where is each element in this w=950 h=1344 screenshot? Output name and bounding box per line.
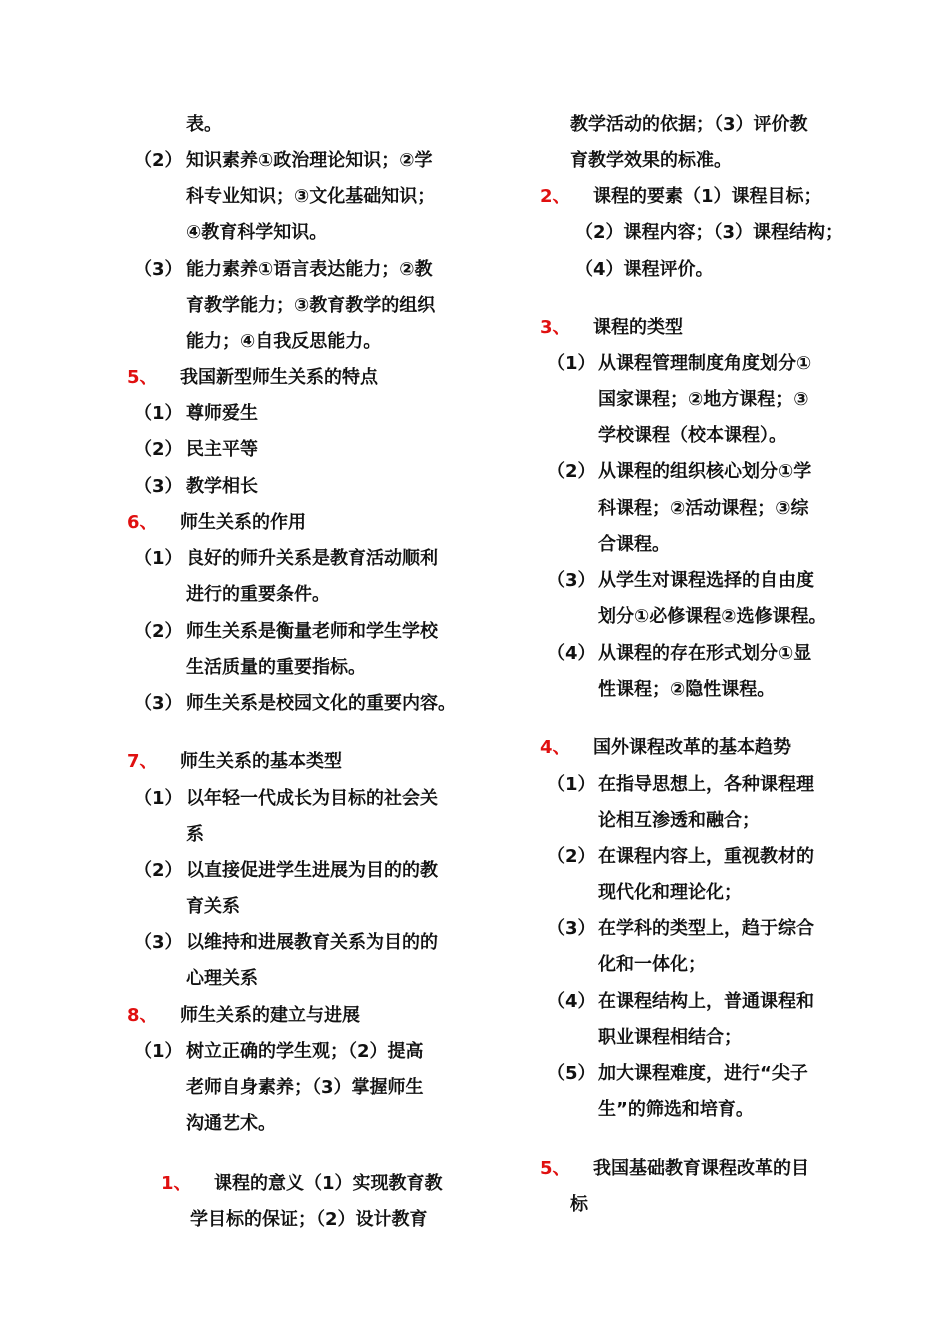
heading-number: 8、 [127,1005,158,1026]
heading-number: 1、 [161,1173,192,1194]
item-number: （3） [547,918,596,939]
item-number: （1） [134,403,183,424]
section-heading: 课程的意义（1）实现教育教 [214,1173,443,1194]
item-text: 沟通艺术。 [186,1113,276,1134]
item-text: 从学生对课程选择的自由度 [598,570,814,591]
heading-number: 4、 [540,737,571,758]
item-text: 师生关系是校园文化的重要内容。 [186,693,456,714]
item-text: 知识素养①政治理论知识；②学 [186,150,433,171]
heading-number: 5、 [540,1158,571,1179]
item-text: 论相互渗透和融合； [598,810,760,831]
item-text: （4）课程评价。 [575,259,714,280]
item-text: 国家课程；②地方课程；③ [598,389,809,410]
item-text: 教学相长 [186,476,258,497]
item-number: （2） [134,150,183,171]
item-text: 能力；④自我反思能力。 [186,331,382,352]
item-text: 从课程管理制度角度划分① [598,353,812,374]
item-text: 民主平等 [186,439,258,460]
item-text: 育教学能力；③教育教学的组织 [186,295,436,316]
item-text: 能力素养①语言表达能力；②教 [186,259,433,280]
section-heading: 国外课程改革的基本趋势 [593,737,791,758]
item-text: 育关系 [186,896,240,917]
item-number: （1） [134,548,183,569]
item-number: （3） [134,259,183,280]
heading-number: 5、 [127,367,158,388]
item-text: 从课程的存在形式划分①显 [598,643,812,664]
item-text: 在课程内容上，重视教材的 [598,846,814,867]
heading-number: 2、 [540,186,571,207]
heading-number: 7、 [127,751,158,772]
item-text: 生”的筛选和培育。 [598,1099,754,1120]
item-number: （4） [547,991,596,1012]
item-number: （3） [134,693,183,714]
item-text: 加大课程难度，进行“尖子 [598,1063,808,1084]
heading-number: 3、 [540,317,571,338]
item-text: 在学科的类型上，趋于综合 [598,918,814,939]
item-number: （2） [134,439,183,460]
section-heading: 师生关系的作用 [180,512,306,533]
item-number: （2） [134,860,183,881]
section-heading: 课程的要素（1）课程目标； [593,186,822,207]
item-text: 进行的重要条件。 [186,584,330,605]
item-text: （2）课程内容；（3）课程结构； [575,222,844,243]
item-number: （4） [547,643,596,664]
item-text: 科课程；②活动课程；③综 [598,498,809,519]
item-text: ④教育科学知识。 [186,222,328,243]
item-number: （1） [134,1041,183,1062]
item-text: 在课程结构上，普通课程和 [598,991,814,1012]
item-number: （1） [547,353,596,374]
item-text: 在指导思想上，各种课程理 [598,774,814,795]
item-text: 系 [186,824,204,845]
item-text: 以维持和进展教育关系为目的的 [186,932,438,953]
item-text: 心理关系 [186,968,258,989]
section-heading: 师生关系的基本类型 [180,751,342,772]
item-number: （2） [547,461,596,482]
item-number: （1） [134,788,183,809]
item-text: 生活质量的重要指标。 [186,657,366,678]
section-heading: 课程的类型 [593,317,683,338]
item-text: 科专业知识；③文化基础知识； [186,186,436,207]
item-text: 以年轻一代成长为目标的社会关 [186,788,438,809]
heading-number: 6、 [127,512,158,533]
continued-text: 教学活动的依据；（3）评价教 [570,114,808,135]
item-text: 良好的师升关系是教育活动顺利 [186,548,438,569]
item-text: 合课程。 [598,534,670,555]
item-text: 学目标的保证；（2）设计教育 [190,1209,428,1230]
item-number: （2） [547,846,596,867]
item-text: 树立正确的学生观；（2）提高 [186,1041,424,1062]
item-text: 现代化和理论化； [598,882,742,903]
item-text: 师生关系是衡量老师和学生学校 [186,621,438,642]
section-heading: 师生关系的建立与进展 [180,1005,360,1026]
item-number: （5） [547,1063,596,1084]
section-heading: 我国新型师生关系的特点 [180,367,378,388]
item-text: 性课程；②隐性课程。 [598,679,776,700]
item-number: （3） [134,476,183,497]
item-text: 划分①必修课程②选修课程。 [598,606,827,627]
item-number: （3） [547,570,596,591]
item-text: 以直接促进学生进展为目的的教 [186,860,438,881]
section-heading: 我国基础教育课程改革的目 [593,1158,809,1179]
item-number: （3） [134,932,183,953]
item-number: （2） [134,621,183,642]
item-text: 从课程的组织核心划分①学 [598,461,812,482]
item-text: 职业课程相结合； [598,1027,742,1048]
item-number: （1） [547,774,596,795]
item-text: 学校课程（校本课程）。 [598,425,787,446]
item-text: 老师自身素养；（3）掌握师生 [186,1077,424,1098]
item-text: 尊师爱生 [186,403,258,424]
item-text: 标 [570,1194,588,1215]
continued-text: 表。 [186,114,222,135]
item-text: 化和一体化； [598,954,706,975]
continued-text: 育教学效果的标准。 [570,150,732,171]
